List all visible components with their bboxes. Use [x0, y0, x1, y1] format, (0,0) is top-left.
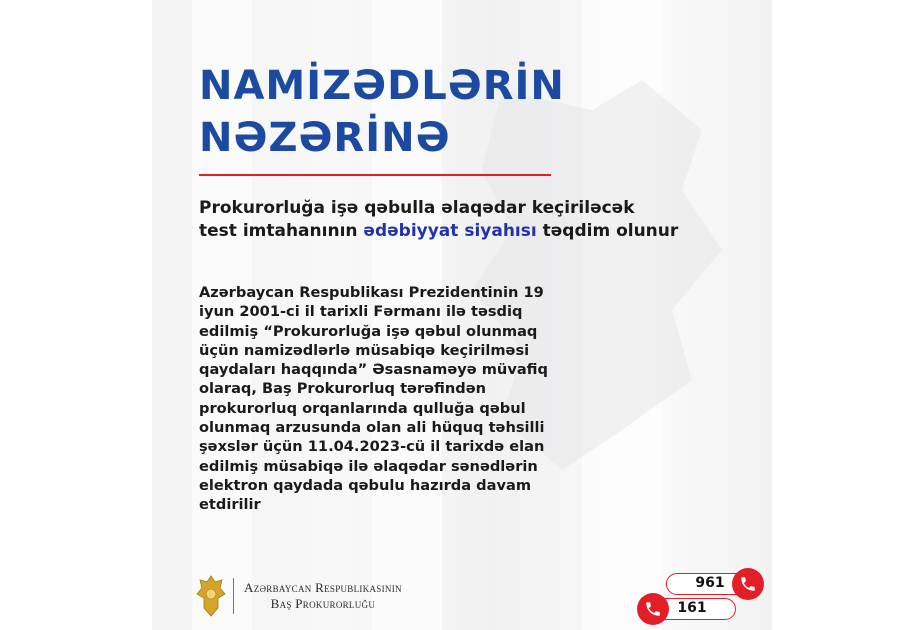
subtitle-highlight: ədəbiyyat siyahısı — [363, 221, 537, 241]
headline-line-1: NAMİZƏDLƏRİN — [199, 63, 565, 109]
body-line: iyun 2001-ci il tarixli Fərmanı ilə təsdiq — [199, 303, 523, 321]
body-line: üçün namizədlərlə müsabiqə keçirilməsi — [199, 341, 530, 359]
body-line: olaraq, Baş Prokurorluq tərəfindən — [199, 380, 486, 398]
body-line: şəxslər üçün 11.04.2023-cü il tarixdə elan — [199, 438, 545, 456]
body-line: elektron qaydada qəbulu hazırda davam — [199, 476, 532, 494]
subtitle-text: test imtahanının — [199, 221, 364, 241]
body-line: Azərbaycan Respublikası Prezidentinin 19 — [199, 284, 544, 301]
body-line: olunmaq arzusunda olan ali hüquq təhsilli — [199, 419, 545, 437]
org-name-line-1: Azərbaycan Respublikasının — [244, 580, 402, 595]
headline-line-2: NƏZƏRİNƏ — [199, 115, 451, 161]
phone-icon — [732, 568, 764, 600]
hotline-961[interactable]: 961 — [666, 573, 754, 595]
divider-line — [199, 174, 551, 176]
org-divider — [233, 578, 234, 614]
org-name — [244, 580, 402, 612]
body-line: prokurorluq orqanlarında qulluğa qəbul — [199, 399, 526, 417]
org-name-line-2: Baş Prokurorluğu — [270, 596, 376, 611]
emblem-icon — [196, 574, 226, 618]
subtitle-line-2 — [199, 220, 739, 243]
subtitle-text: təqdim olunur — [536, 221, 679, 241]
body-line: etdirilir — [199, 496, 261, 514]
subtitle-line-1: Prokurorluğa işə qəbulla əlaqədar keçiriləcək — [199, 198, 635, 218]
hotline-161[interactable]: 161 — [648, 598, 736, 620]
subtitle — [199, 197, 739, 243]
body-text — [199, 283, 599, 515]
headline — [199, 60, 565, 164]
phone-icon — [637, 593, 669, 625]
body-line: qaydaları haqqında” Əsasnaməyə müvafiq — [199, 361, 548, 379]
body-line: edilmiş müsabiqə ilə əlaqədar sənədlərin — [199, 457, 538, 475]
body-line: edilmiş “Prokurorluğa işə qəbul olunmaq — [199, 322, 538, 340]
